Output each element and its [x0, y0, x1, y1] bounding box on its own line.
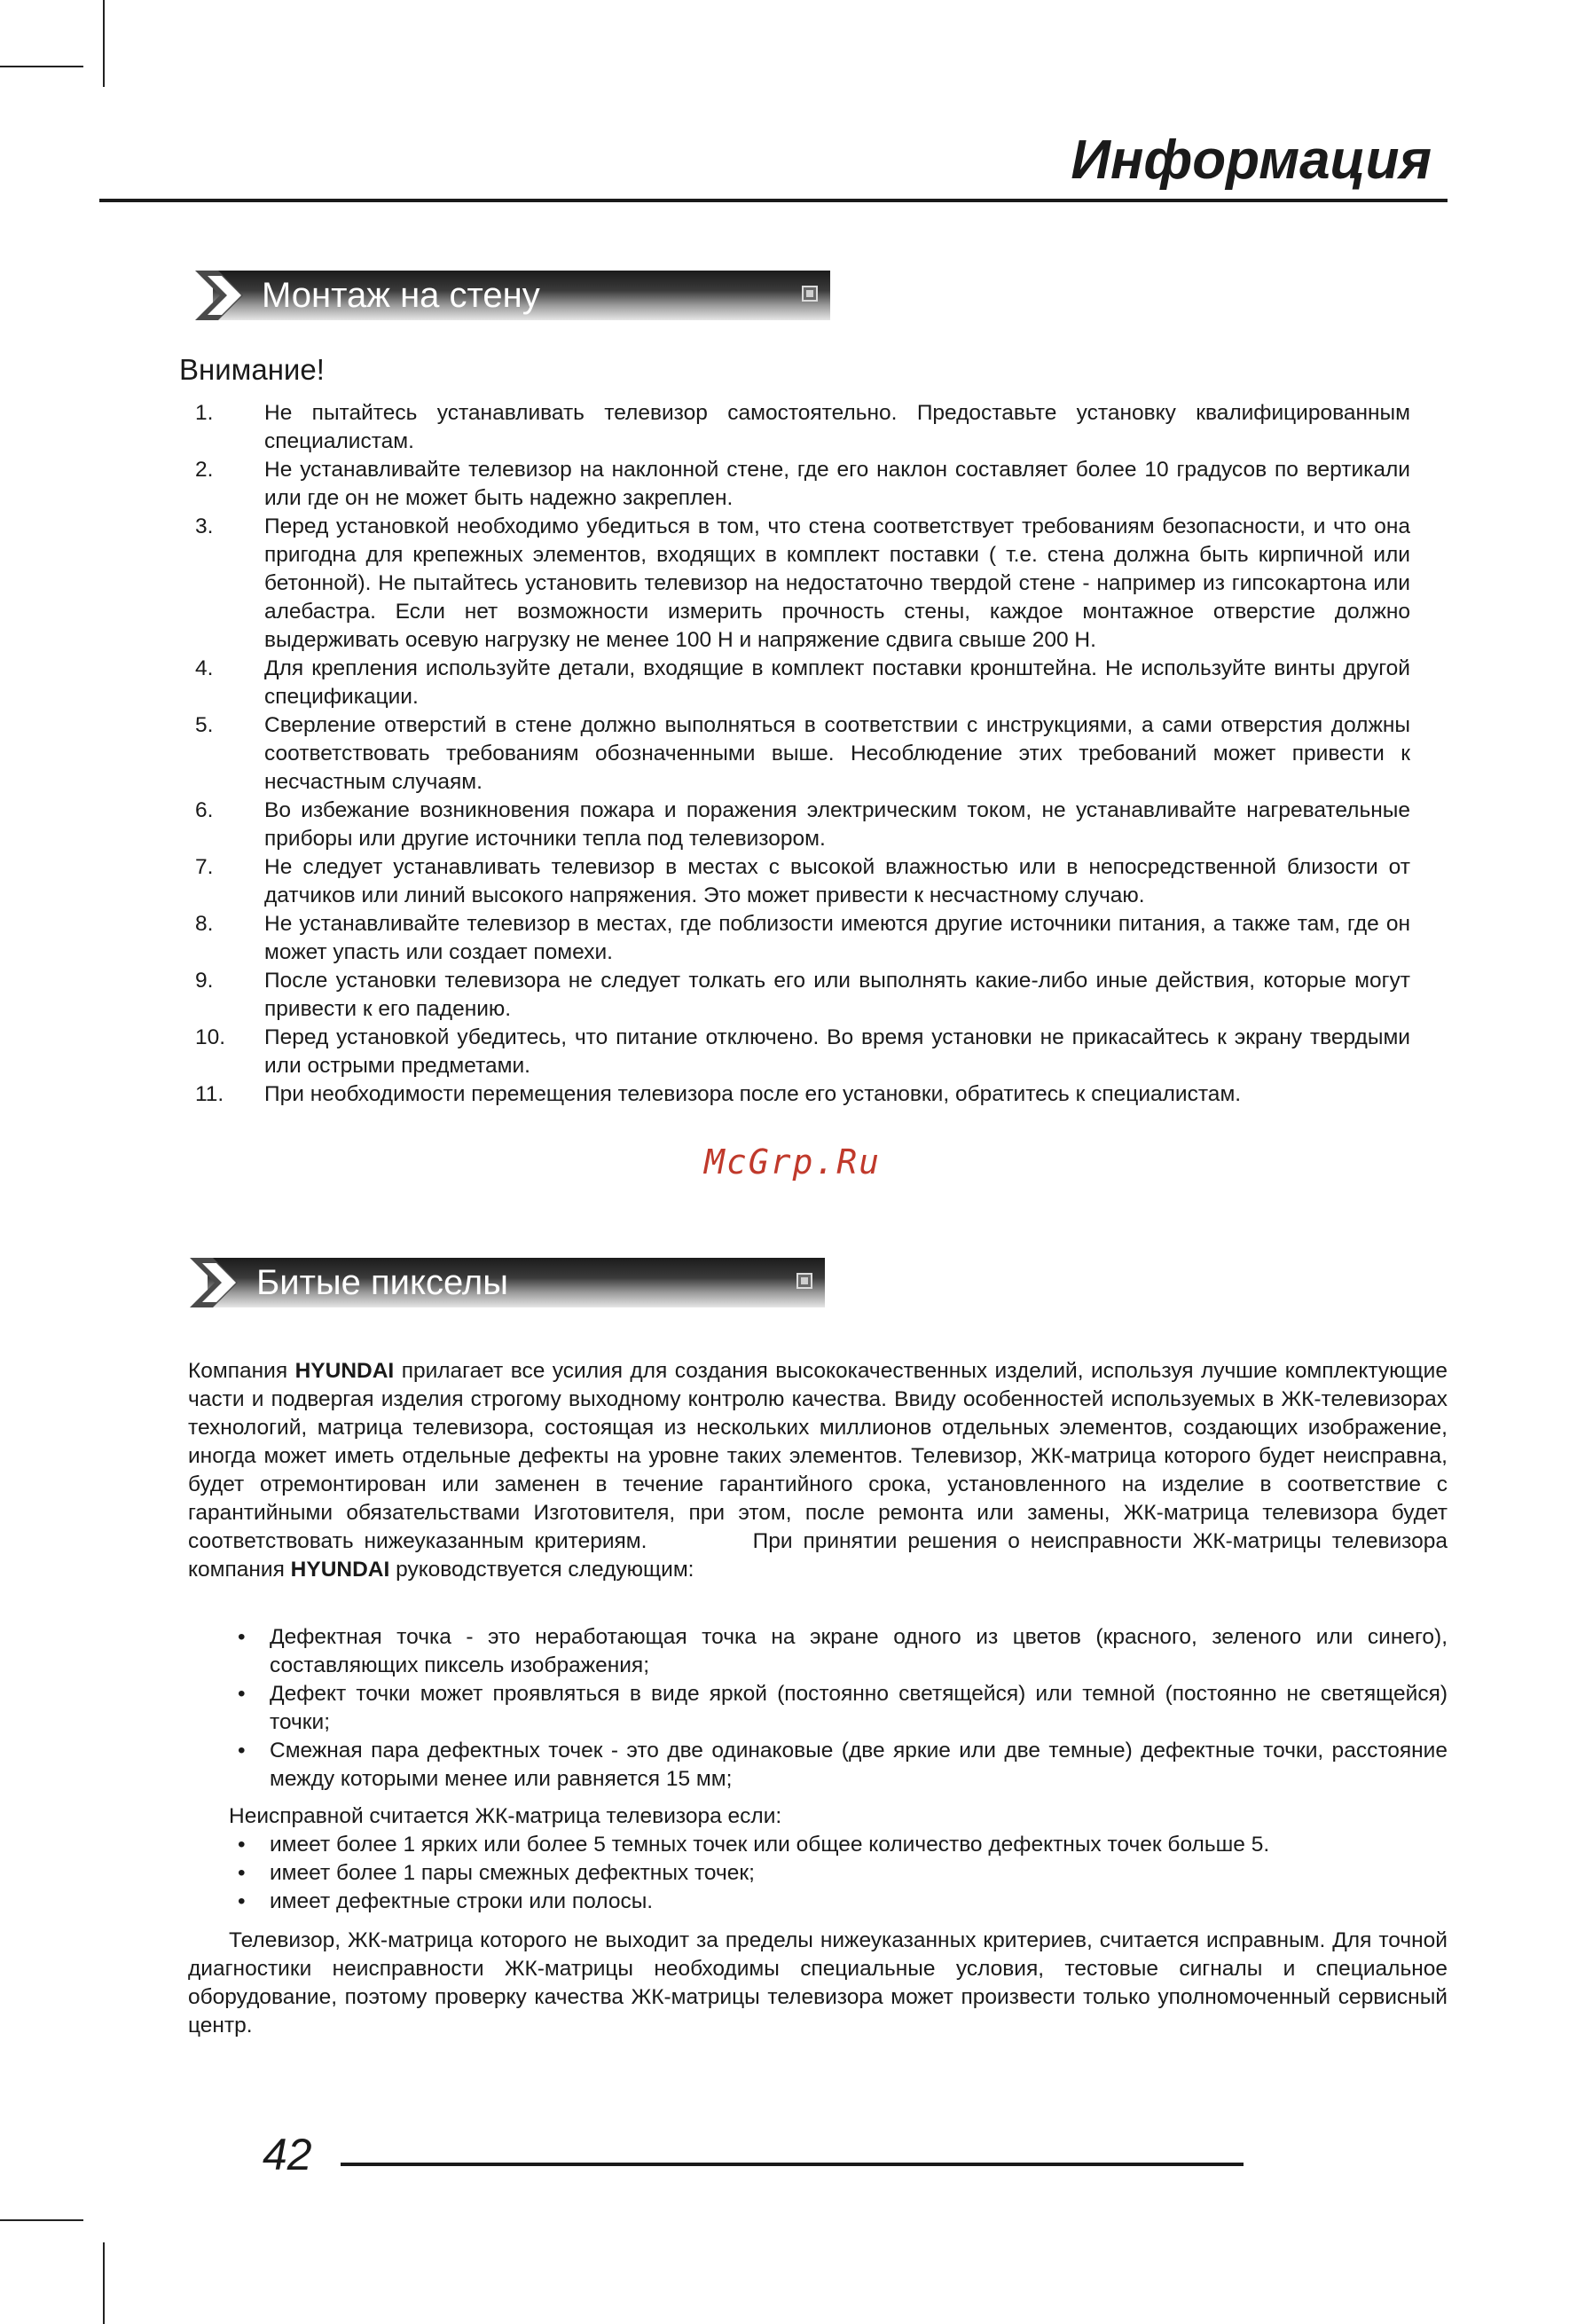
- crop-mark-top-horizontal: [0, 66, 83, 67]
- definitions-list: [188, 1623, 1448, 1794]
- warning-heading: Внимание!: [179, 353, 325, 386]
- chevron-right-icon: [190, 1258, 243, 1307]
- criteria-list: [188, 1831, 1448, 1916]
- list-item-text: При необходимости перемещения телевизора после его установки, обратитесь к специалистам.: [264, 1082, 1242, 1106]
- list-item-text: Не пытайтесь устанавливать телевизор самостоятельно. Предоставьте установку квалифицированным специалистам.: [264, 401, 1410, 453]
- list-item: [186, 513, 1410, 655]
- list-item-text: Не устанавливайте телевизор на наклонной стене, где его наклон составляет более 10 градусов по вертикали или где он не может быть надежно закреплен.: [264, 458, 1410, 510]
- list-item: • имеет более 1 пары смежных дефектных точек;: [188, 1859, 1448, 1888]
- page-number: 42: [263, 2130, 312, 2179]
- header-rule: [99, 199, 1448, 202]
- list-item: • Дефектная точка - это неработающая точка на экране одного из цветов (красного, зеленого или синего), составляющих пиксель изображения;: [188, 1623, 1448, 1680]
- list-item-text: После установки телевизора не следует толкать его или выполнять какие-либо иные действия, которые могут привести к его падению.: [264, 969, 1410, 1021]
- list-item-number: 6.: [195, 798, 214, 822]
- list-item: [186, 399, 1410, 456]
- list-item-number: 5.: [195, 713, 214, 737]
- list-item-text: Во избежание возникновения пожара и поражения электрическим током, не устанавливайте нагревательные приборы или другие источники тепла под телевизором.: [264, 798, 1410, 851]
- list-item-number: 8.: [195, 912, 214, 936]
- list-item: [186, 967, 1410, 1024]
- list-item-text: Сверление отверстий в стене должно выполняться в соответствии с инструкциями, а сами отверстия должны соответствовать требованиям обозначенными выше. Несоблюдение этих требований может привести к несчастным случаям.: [264, 713, 1410, 794]
- list-item: [186, 797, 1410, 853]
- list-item-number: 1.: [195, 401, 214, 425]
- list-item-number: 3.: [195, 514, 214, 538]
- list-item: • Дефект точки может проявляться в виде яркой (постоянно светящейся) или темной (постоянно не светящейся) точки;: [188, 1680, 1448, 1737]
- list-item: • имеет дефектные строки или полосы.: [188, 1888, 1448, 1916]
- section-banner-dead-pixels: [190, 1258, 825, 1307]
- list-item-number: 10.: [195, 1025, 226, 1049]
- list-item: • Смежная пара дефектных точек - это две одинаковые (две яркие или две темные) дефектные точки, расстояние между которыми менее или равняется 15 мм;: [188, 1737, 1448, 1794]
- intro-end: руководствуется следующим:: [389, 1558, 694, 1582]
- intro-body: прилагает все усилия для создания высококачественных изделий, используя лучшие комплектующие части и подвергая изделия строгому выходному контролю качества. Ввиду особенностей используемых в ЖК-телевизорах технологий, матрица телевизора, состоящая из нескольких миллионов отдельных элементов, создающих изображение, иногда может иметь отдельные дефекты на уровне таких элементов. Телевизор, ЖК-матрица которого будет неисправна, будет отремонтирован или заменен в течение гарантийного срока, установленного на изделие в соответствие с гарантийными обязательствами Изготовителя, при этом, после ремонта или замены, ЖК-матрица телевизора будет соответствовать нижеуказанным критериям. При принятии решения о неисправности ЖК-матрицы телевизора компания: [188, 1359, 1454, 1582]
- list-item-number: 2.: [195, 458, 214, 482]
- list-item: [186, 456, 1410, 513]
- list-item: [186, 910, 1410, 967]
- list-item-text: Не следует устанавливать телевизор в местах с высокой влажностью или в непосредственной близости от датчиков или линий высокого напряжения. Это может привести к несчастному случаю.: [264, 855, 1410, 907]
- crop-mark-bottom-horizontal: [0, 2219, 83, 2221]
- page-header-title: Информация: [1071, 130, 1432, 191]
- list-item: • имеет более 1 ярких или более 5 темных точек или общее количество дефектных точек больше 5.: [188, 1831, 1448, 1859]
- list-item-text: Перед установкой необходимо убедиться в том, что стена соответствует требованиям безопасности, и что она пригодна для крепежных элементов, входящих в комплект поставки ( т.е. стена должна быть кирпичной или бетонной). Не пытайтесь установить телевизор на недостаточно твердой стене - например из гипсокартона или алебастра. Если нет возможности измерить прочность стены, каждое монтажное отверстие должно выдерживать осевую нагрузку не менее 100 Н и напряжение сдвига свыше 200 Н.: [264, 514, 1410, 652]
- chevron-right-icon: [195, 271, 248, 320]
- brand-name: HYUNDAI: [294, 1359, 395, 1383]
- criteria-heading: Неисправной считается ЖК-матрица телевизора если:: [229, 1804, 782, 1828]
- intro-prefix: Компания: [188, 1359, 295, 1383]
- dead-pixels-intro: [188, 1357, 1454, 1584]
- list-item-text: Перед установкой убедитесь, что питание отключено. Во время установки не прикасайтесь к экрану твердыми или острыми предметами.: [264, 1025, 1410, 1078]
- brand-name: HYUNDAI: [290, 1558, 390, 1582]
- list-item-text: Не устанавливайте телевизор в местах, где поблизости имеются другие источники питания, а также там, где он может упасть или создает помехи.: [264, 912, 1410, 964]
- banner-title: Битые пикселы: [256, 1263, 508, 1302]
- list-item: [186, 1080, 1410, 1109]
- list-item-number: 9.: [195, 969, 214, 993]
- watermark: McGrp.Ru: [703, 1142, 882, 1182]
- list-item-text: Для крепления используйте детали, входящие в комплект поставки кронштейна. Не используйте винты другой спецификации.: [264, 656, 1410, 709]
- square-icon: [796, 1273, 812, 1289]
- dead-pixels-conclusion: Телевизор, ЖК-матрица которого не выходит за пределы нижеуказанных критериев, считается исправным. Для точной диагностики неисправности ЖК-матрицы необходимы специальные условия, тестовые сигналы и специальное оборудование, поэтому проверку качества ЖК-матрицы телевизора может произвести только уполномоченный сервисный центр.: [188, 1928, 1448, 2037]
- list-item: [186, 655, 1410, 711]
- crop-mark-bottom-vertical: [103, 2242, 105, 2324]
- list-item-number: 11.: [195, 1082, 224, 1106]
- list-item-number: 4.: [195, 656, 214, 680]
- list-item-number: 7.: [195, 855, 214, 879]
- crop-mark-top-vertical: [103, 0, 105, 87]
- section-banner-wall-mount: [195, 271, 830, 320]
- banner-title: Монтаж на стену: [262, 276, 540, 315]
- square-icon: [802, 286, 818, 302]
- wall-mount-warning-list: [186, 399, 1410, 1109]
- list-item: [186, 1024, 1410, 1080]
- list-item: [186, 711, 1410, 797]
- list-item: [186, 853, 1410, 910]
- footer-rule: [341, 2163, 1244, 2166]
